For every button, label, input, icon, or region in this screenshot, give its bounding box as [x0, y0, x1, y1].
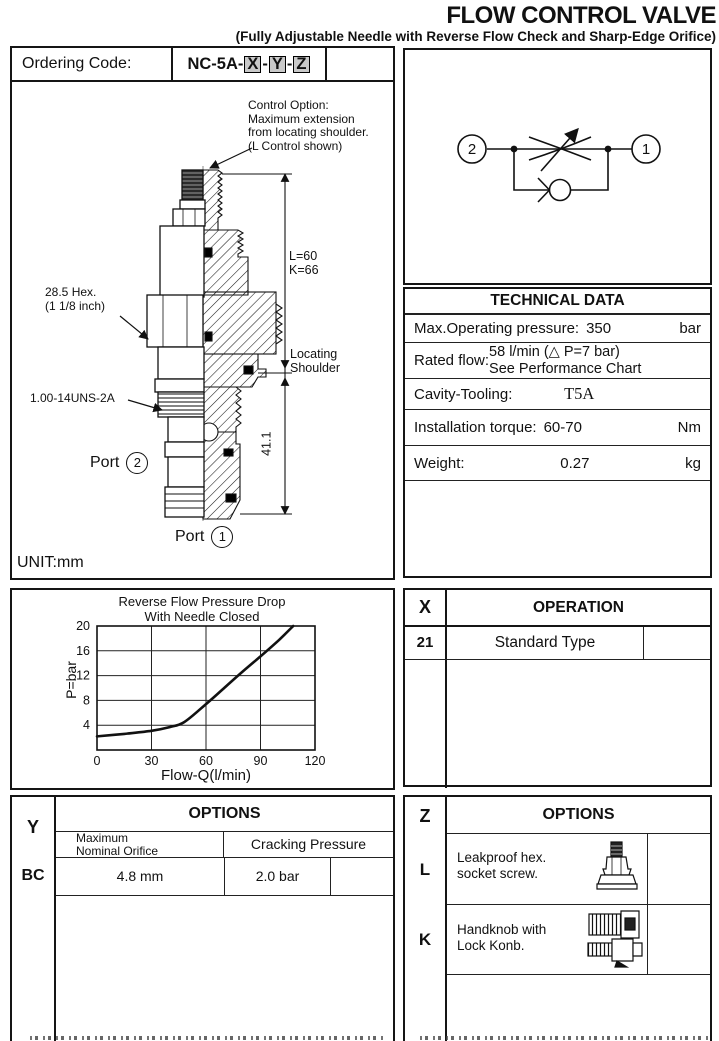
y-tick-label: 20: [76, 619, 90, 633]
orifice-subheader-line2: Nominal Orifice: [76, 843, 159, 858]
control-note-line3: from locating shoulder.: [248, 125, 369, 139]
ordering-code-y: Y: [269, 56, 286, 73]
hex-note-line2: (1 1/8 inch): [45, 298, 106, 313]
cracking-subheader: Cracking Pressure: [250, 836, 367, 852]
control-note-line1: Control Option:: [248, 98, 329, 112]
max-pressure-unit: bar: [679, 320, 701, 337]
z-column-header: Z: [419, 806, 431, 826]
y-row-empty-cell: [331, 858, 393, 895]
rated-flow-line1: 58 l/min (△ P=7 bar): [489, 344, 620, 360]
ordering-code-row: [12, 48, 393, 82]
torque-value: 60-70: [543, 419, 582, 436]
port1-number: 1: [211, 526, 233, 548]
z-column: [405, 797, 447, 1041]
max-pressure-value: 350: [586, 320, 612, 337]
drawing-panel: [10, 46, 395, 580]
x-operation-panel: [403, 588, 712, 787]
port1-label: [175, 526, 233, 548]
y-column: [12, 797, 56, 1041]
rated-flow-line2: See Performance Chart: [489, 360, 642, 377]
x-tick-label: 30: [144, 754, 159, 768]
port2-word: Port: [90, 454, 120, 472]
z-options-title: OPTIONS: [447, 797, 710, 834]
x-tick-label: 90: [253, 754, 268, 768]
x-column-header: X: [405, 590, 447, 625]
z-k-desc-line1: Handknob with: [457, 922, 547, 937]
y-table-body: [56, 797, 393, 896]
cavity-row: [405, 379, 710, 410]
hex-note-line1: 28.5 Hex.: [45, 285, 97, 299]
check-valve-seat1: [538, 178, 550, 190]
y-tick-label: 8: [83, 693, 90, 708]
z-l-desc-line1: Leakproof hex.: [457, 850, 547, 865]
z-code-k: K: [418, 930, 432, 949]
page-subtitle: (Fully Adjustable Needle with Reverse Flow Check and Sharp-Edge Orifice): [235, 29, 716, 44]
y-options-panel: [10, 795, 395, 1041]
orifice-subheader: [56, 832, 224, 857]
ordering-code-prefix: NC-5A-: [187, 54, 244, 73]
cracking-value: 2.0 bar: [225, 858, 331, 895]
ordering-dash-1: -: [262, 54, 268, 73]
y-tick-label: 12: [76, 668, 90, 683]
operation-header: OPERATION: [533, 599, 624, 616]
performance-chart-panel: [10, 588, 395, 790]
weight-row: [405, 446, 710, 481]
z-code-l: L: [419, 860, 431, 879]
x-table-header: [405, 590, 710, 627]
thread-spec-note: 1.00-14UNS-2A: [30, 391, 115, 405]
control-note-line2: Maximum extension: [248, 111, 355, 126]
socket-screw-icon: [595, 841, 639, 895]
symbol-port1-number: 1: [641, 141, 651, 158]
weight-label: Weight:: [414, 454, 465, 472]
z-k-description: [457, 922, 546, 954]
locating-line1: Locating: [290, 347, 338, 361]
technical-data-title: TECHNICAL DATA: [405, 289, 710, 315]
valve-exterior-half: [147, 170, 205, 517]
control-note-line4: (L Control shown): [248, 138, 343, 153]
z-k-empty-cell: [648, 905, 710, 974]
handknob-icon: [587, 910, 645, 968]
x-tick-label: 60: [199, 754, 213, 768]
y-code-bc: BC: [21, 867, 45, 884]
valve-section-half: [200, 170, 282, 519]
cavity-value: T5A: [564, 384, 595, 403]
z-row-l: [447, 834, 710, 905]
dim-41-label: 41.1: [259, 431, 274, 456]
y-options-title: OPTIONS: [56, 797, 393, 832]
orifice-subheader-line1: Maximum: [76, 831, 129, 845]
locating-line2: Shoulder: [290, 360, 341, 375]
dim-k-label: K=66: [289, 262, 319, 277]
technical-data-panel: [403, 287, 712, 578]
orifice-value: 4.8 mm: [56, 858, 225, 895]
port1-word: Port: [175, 528, 205, 546]
x-type-standard: Standard Type: [447, 627, 644, 659]
chart-ylabel: P=bar: [62, 661, 79, 699]
page-title: FLOW CONTROL VALVE: [446, 2, 716, 29]
unit-label: UNIT:mm: [17, 554, 84, 571]
x-table-row: [405, 627, 710, 660]
check-valve-seat2: [538, 190, 550, 202]
control-option-note: [248, 99, 398, 153]
hydraulic-symbol: [405, 50, 710, 283]
chart-subtitle: With Needle Closed: [144, 609, 260, 624]
x-row-empty-cell: [644, 627, 710, 659]
z-l-empty-cell: [648, 834, 710, 904]
length-dims: [289, 250, 319, 277]
ordering-code-z: Z: [293, 56, 309, 73]
z-options-panel: [403, 795, 712, 1041]
torque-unit: Nm: [677, 419, 701, 436]
weight-value: 0.27: [560, 454, 590, 472]
max-pressure-label: Max.Operating pressure:: [414, 320, 580, 337]
chart-title: Reverse Flow Pressure Drop: [118, 594, 286, 609]
clipped-footnote-left: [30, 1036, 385, 1040]
y-tick-label: 16: [76, 643, 90, 658]
x-table-empty-row: [405, 660, 710, 788]
hex-size-note: [45, 286, 105, 313]
needle-adjust-arrow: [541, 130, 577, 171]
ordering-code-empty-cell: [327, 48, 393, 80]
x-tick-label: 0: [93, 754, 101, 768]
dim-l-label: L=60: [289, 249, 318, 263]
torque-row: [405, 410, 710, 446]
z-table-body: [447, 797, 710, 975]
x-tick-label: 120: [304, 754, 326, 768]
valve-cross-section-drawing: [12, 80, 393, 578]
z-k-desc-line2: Lock Konb.: [457, 938, 525, 953]
port2-label: [90, 452, 148, 474]
hydraulic-symbol-panel: [403, 48, 712, 285]
max-pressure-row: [405, 315, 710, 343]
rated-flow-row: [405, 343, 710, 379]
cavity-label: Cavity-Tooling:: [414, 385, 513, 403]
symbol-port2-number: 2: [467, 141, 477, 158]
y-tick-label: 4: [83, 718, 90, 733]
ordering-code-label: Ordering Code:: [12, 48, 173, 80]
port2-number: 2: [126, 452, 148, 474]
chart-plot: [12, 590, 393, 788]
ordering-dash-2: -: [286, 54, 293, 73]
pressure-drop-curve: [97, 626, 293, 736]
y-data-row: [56, 858, 393, 896]
ordering-code-x: X: [244, 56, 261, 73]
torque-label: Installation torque:: [414, 419, 537, 436]
weight-unit: kg: [685, 454, 701, 472]
valve-drawing-area: [12, 80, 393, 578]
check-valve-circle: [550, 180, 571, 201]
rated-flow-label: Rated flow:: [414, 352, 490, 369]
locating-shoulder-label: [290, 348, 340, 375]
x-code-21: 21: [405, 627, 447, 659]
chart-xlabel: Flow-Q(l/min): [161, 767, 251, 784]
z-l-desc-line2: socket screw.: [457, 866, 539, 881]
clipped-footnote-right: [420, 1036, 708, 1040]
y-subheader-row: [56, 832, 393, 858]
z-l-description: [457, 850, 546, 882]
y-column-header: Y: [26, 817, 39, 837]
z-row-k: [447, 905, 710, 975]
ordering-code-value: [173, 48, 327, 80]
